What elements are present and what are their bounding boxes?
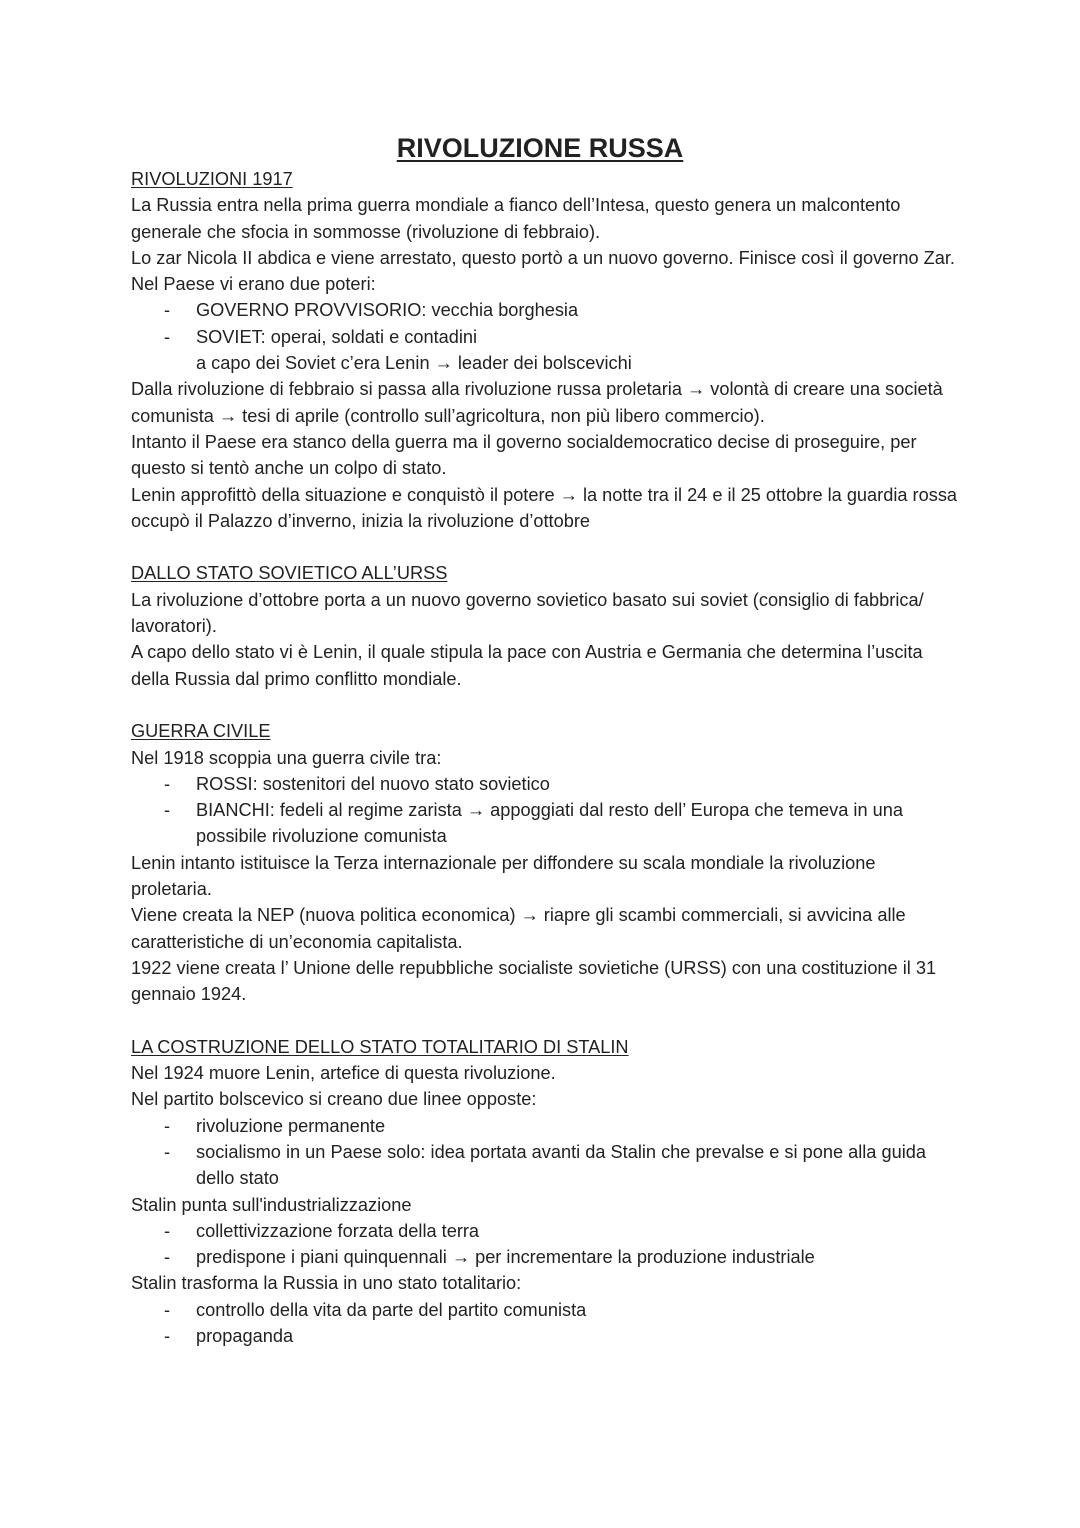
section-heading: LA COSTRUZIONE DELLO STATO TOTALITARIO DI STALIN [131, 1036, 629, 1057]
bullet-list [131, 1297, 961, 1350]
list-item: - controllo della vita da parte del partito comunista [131, 1297, 961, 1323]
list-item: - BIANCHI: fedeli al regime zarista → appoggiati dal resto dell’ Europa che temeva in una possibile rivoluzione comunista [131, 797, 961, 850]
paragraph: Viene creata la NEP (nuova politica economica) → riapre gli scambi commerciali, si avvicina alle caratteristiche di un’economia capitalista. [131, 905, 906, 952]
paragraph: Nel 1924 muore Lenin, artefice di questa rivoluzione. [131, 1063, 556, 1084]
section-stalin [131, 1034, 961, 1350]
section-stato-sovietico [131, 560, 961, 691]
list-item: - rivoluzione permanente [131, 1113, 961, 1139]
paragraph: Dalla rivoluzione di febbraio si passa alla rivoluzione russa proletaria → volontà di creare una società comunista → tesi di aprile (controllo sull’agricoltura, non più libero commercio). [131, 379, 943, 426]
paragraph: Lenin intanto istituisce la Terza internazionale per diffondere su scala mondiale la rivoluzione proletaria. [131, 852, 876, 900]
bullet-list [131, 771, 961, 850]
paragraph: Stalin trasforma la Russia in uno stato totalitario: [131, 1273, 522, 1294]
list-item: - predispone i piani quinquennali → per incrementare la produzione industriale [131, 1244, 961, 1270]
bullet-list [131, 1113, 961, 1192]
list-item: - GOVERNO PROVVISORIO: vecchia borghesia [131, 297, 961, 323]
bullet-list [131, 1218, 961, 1271]
paragraph: La rivoluzione d’ottobre porta a un nuovo governo sovietico basato sui soviet (consiglio di fabbrica/ lavoratori). [131, 589, 924, 637]
document-title: RIVOLUZIONE RUSSA [396, 133, 684, 163]
indented-line: a capo dei Soviet c’era Lenin → leader dei bolscevichi [196, 353, 632, 374]
bullet-list [131, 297, 961, 350]
paragraph: Lo zar Nicola II abdica e viene arrestato, questo portò a un nuovo governo. Finisce così il governo Zar. [131, 247, 955, 268]
list-item: - socialismo in un Paese solo: idea portata avanti da Stalin che prevalse e si pone alla guida dello stato [131, 1139, 961, 1192]
paragraph: La Russia entra nella prima guerra mondiale a fianco dell’Intesa, questo genera un malcontento generale che sfocia in sommosse (rivoluzione di febbraio). [131, 195, 901, 242]
section-heading: DALLO STATO SOVIETICO ALL’URSS [131, 563, 448, 584]
list-item: - ROSSI: sostenitori del nuovo stato sovietico [131, 771, 961, 797]
paragraph: Nel partito bolscevico si creano due linee opposte: [131, 1089, 537, 1110]
paragraph: Lenin approfittò della situazione e conquistò il potere → la notte tra il 24 e il 25 ottobre la guardia rossa occupò il Palazzo d’inverno, inizia la rivoluzione d’ottobre [131, 484, 958, 531]
paragraph: Intanto il Paese era stanco della guerra ma il governo socialdemocratico decise di proseguire, per questo si tentò anche un colpo di stato. [131, 431, 917, 479]
list-item: - propaganda [131, 1323, 961, 1349]
paragraph: A capo dello stato vi è Lenin, il quale stipula la pace con Austria e Germania che determina l’uscita della Russia dal primo conflitto mondiale. [131, 642, 923, 689]
document-body [131, 166, 961, 1376]
paragraph: 1922 viene creata l’ Unione delle repubbliche socialiste sovietiche (URSS) con una costituzione il 31 gennaio 1924. [131, 957, 937, 1005]
section-heading: GUERRA CIVILE [131, 721, 271, 742]
list-item: - collettivizzazione forzata della terra [131, 1218, 961, 1244]
paragraph: Nel Paese vi erano due poteri: [131, 274, 376, 295]
section-rivoluzioni-1917 [131, 166, 961, 534]
paragraph: Nel 1918 scoppia una guerra civile tra: [131, 747, 442, 768]
list-item: - SOVIET: operai, soldati e contadini [131, 324, 961, 350]
paragraph: Stalin punta sull'industrializzazione [131, 1194, 412, 1215]
section-guerra-civile [131, 718, 961, 1007]
section-heading: RIVOLUZIONI 1917 [131, 169, 293, 189]
